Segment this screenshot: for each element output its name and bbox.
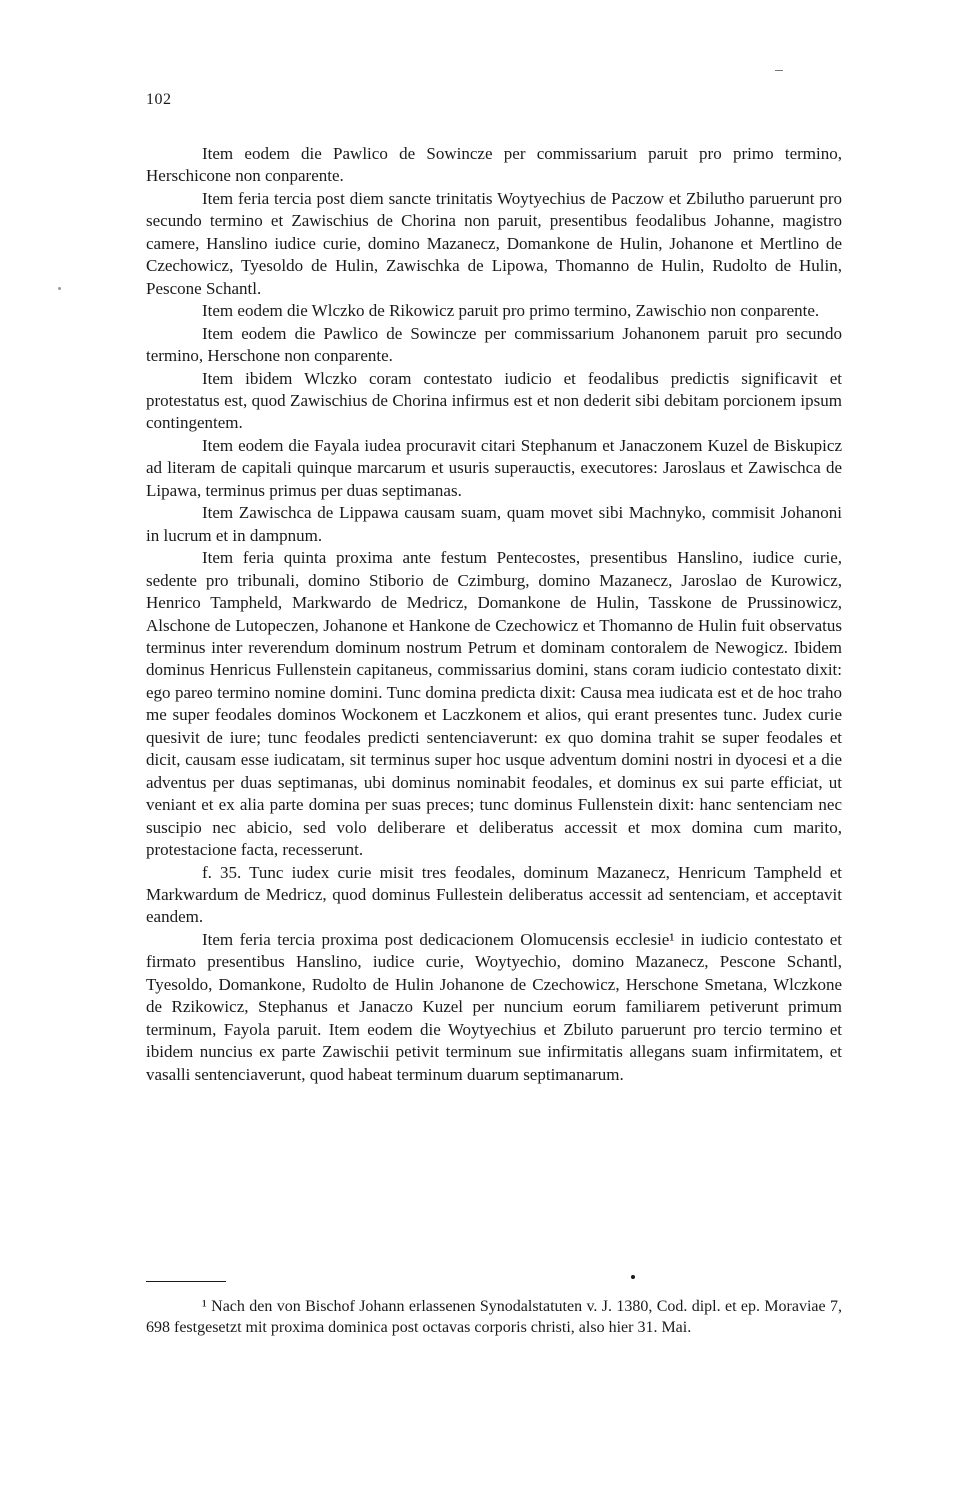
- margin-dot: [58, 287, 61, 290]
- footnote: ¹ Nach den von Bischof Johann erlassenen Synodalstatuten v. J. 1380, Cod. dipl. et ep. Moraviae 7, 698 festgesetzt mit proxima dominica post octavas corporis christi, also hier 31. Mai.: [146, 1298, 842, 1336]
- paragraph-7: Item Zawischca de Lippawa causam suam, quam movet sibi Machnyko, commisit Johanoni in lucrum et in dampnum.: [146, 503, 842, 545]
- footnote-separator: [146, 1281, 226, 1282]
- page-number: 102: [146, 91, 172, 108]
- paragraph-10: Item feria tercia proxima post dedicacionem Olomucensis ecclesie¹ in iudicio contestato et firmato presentibus Hanslino, iudice curie, Woytyechio, domino Mazanecz, Pescone Schantl, Tyesoldo, Domankone, Rudolto de Hulin Johanone de Czechowicz, Herschone Smetana, Wlczkone de Rzikowicz, Stephanus et Janaczo Kuzel per nuncium eorum familiarem petiverunt primum terminum, Fayola paruit. Item eodem die Woytyechius et Zbiluto paruerunt pro tercio termino et ibidem nuncius ex parte Zawischii petivit terminum sue infirmitatis allegans suam infirmitatem, et vasalli sentenciaverunt, quod habeat terminum duarum septimanarum.: [146, 929, 842, 1084]
- paragraph-9: f. 35. Tunc iudex curie misit tres feodales, dominum Mazanecz, Henricum Tampheld et Markwardum de Medricz, quod dominus Fullestein deliberatus accessit ad sentenciam, et acceptavit eandem.: [146, 862, 842, 927]
- paragraph-8: Item feria quinta proxima ante festum Pentecostes, presentibus Hanslino, iudice curie, sedente pro tribunali, domino Stiborio de Czimburg, domino Mazanecz, Jaroslao de Kurowicz, Henrico Tampheld, Markwardo de Medricz, Domankone de Hulin, Tasskone de Prussinowicz, Alschone de Lutopeczen, Johanone et Hankone de Czechowicz et Thomanno de Hulin fuit observatus terminus inter reverendum dominum nostrum Petrum et dominam contoralem de Newogicz. Ibidem dominus Henricus Fullenstein capitaneus, commissarius domini, stans coram iudicio contestato dixit: ego pareo termino nomine domini. Tunc domina predicta dixit: Causa mea iudicata est et de hoc traho me super feodales dominos Wockonem et Laczkonem et alios, qui erant presentes tunc. Judex curie quesivit de iure; tunc feodales predicti sentenciaverunt: ex quo domina trahit se super feodales et dicit, causam esse iudicatam, sit terminus super hoc usque adventum domini nostri in dyocesi et a die adventus per duas septimanas, ubi dominus nominabit feodales, et dominus ex sui parte efficiat, ut veniant et ex alia parte domina per suas preces; tunc dominus Fullenstein dixit: hanc sentenciam nec suscipio nec abicio, sed volo deliberare et deliberatus accessit et mox domina cum marito, protestacione facta, recesserunt.: [146, 548, 842, 860]
- paragraph-6: Item eodem die Fayala iudea procuravit citari Stephanum et Janaczonem Kuzel de Biskupicz ad literam de capitali quinque marcarum et usuris superauctis, executores: Jaroslaus et Zawischca de Lipawa, terminus primus per duas septimanas.: [146, 435, 842, 500]
- paragraph-5: Item ibidem Wlczko coram contestato iudicio et feodalibus predictis significavit et protestatus est, quod Zawischius de Chorina infirmus est et non dederit sibi debitam porcionem ipsum contingentem.: [146, 368, 842, 433]
- footnote-dot: [631, 1275, 635, 1279]
- paragraph-2: Item feria tercia post diem sancte trinitatis Woytyechius de Paczow et Zbilutho paruerunt pro secundo termino et Zawischius de Chorina non paruit, presentibus feodalibus Johanne, magistro camere, Hanslino iudice curie, domino Mazanecz, Domankone de Hulin, Johanone et Mertlino de Czechowicz, Tyesoldo de Hulin, Zawischka de Lipowa, Thomanno de Hulin, Rudolto de Hulin, Pescone Schantl.: [146, 188, 842, 298]
- page-corner-mark: [775, 70, 783, 71]
- paragraph-4: Item eodem die Pawlico de Sowincze per commissarium Johanonem paruit pro secundo termino, Herschone non conparente.: [146, 323, 842, 366]
- main-text: [146, 143, 842, 1086]
- paragraph-1: Item eodem die Pawlico de Sowincze per commissarium paruit pro primo termino, Herschicone non conparente.: [146, 144, 842, 186]
- paragraph-3: Item eodem die Wlczko de Rikowicz paruit pro primo termino, Zawischio non conparente.: [202, 301, 820, 321]
